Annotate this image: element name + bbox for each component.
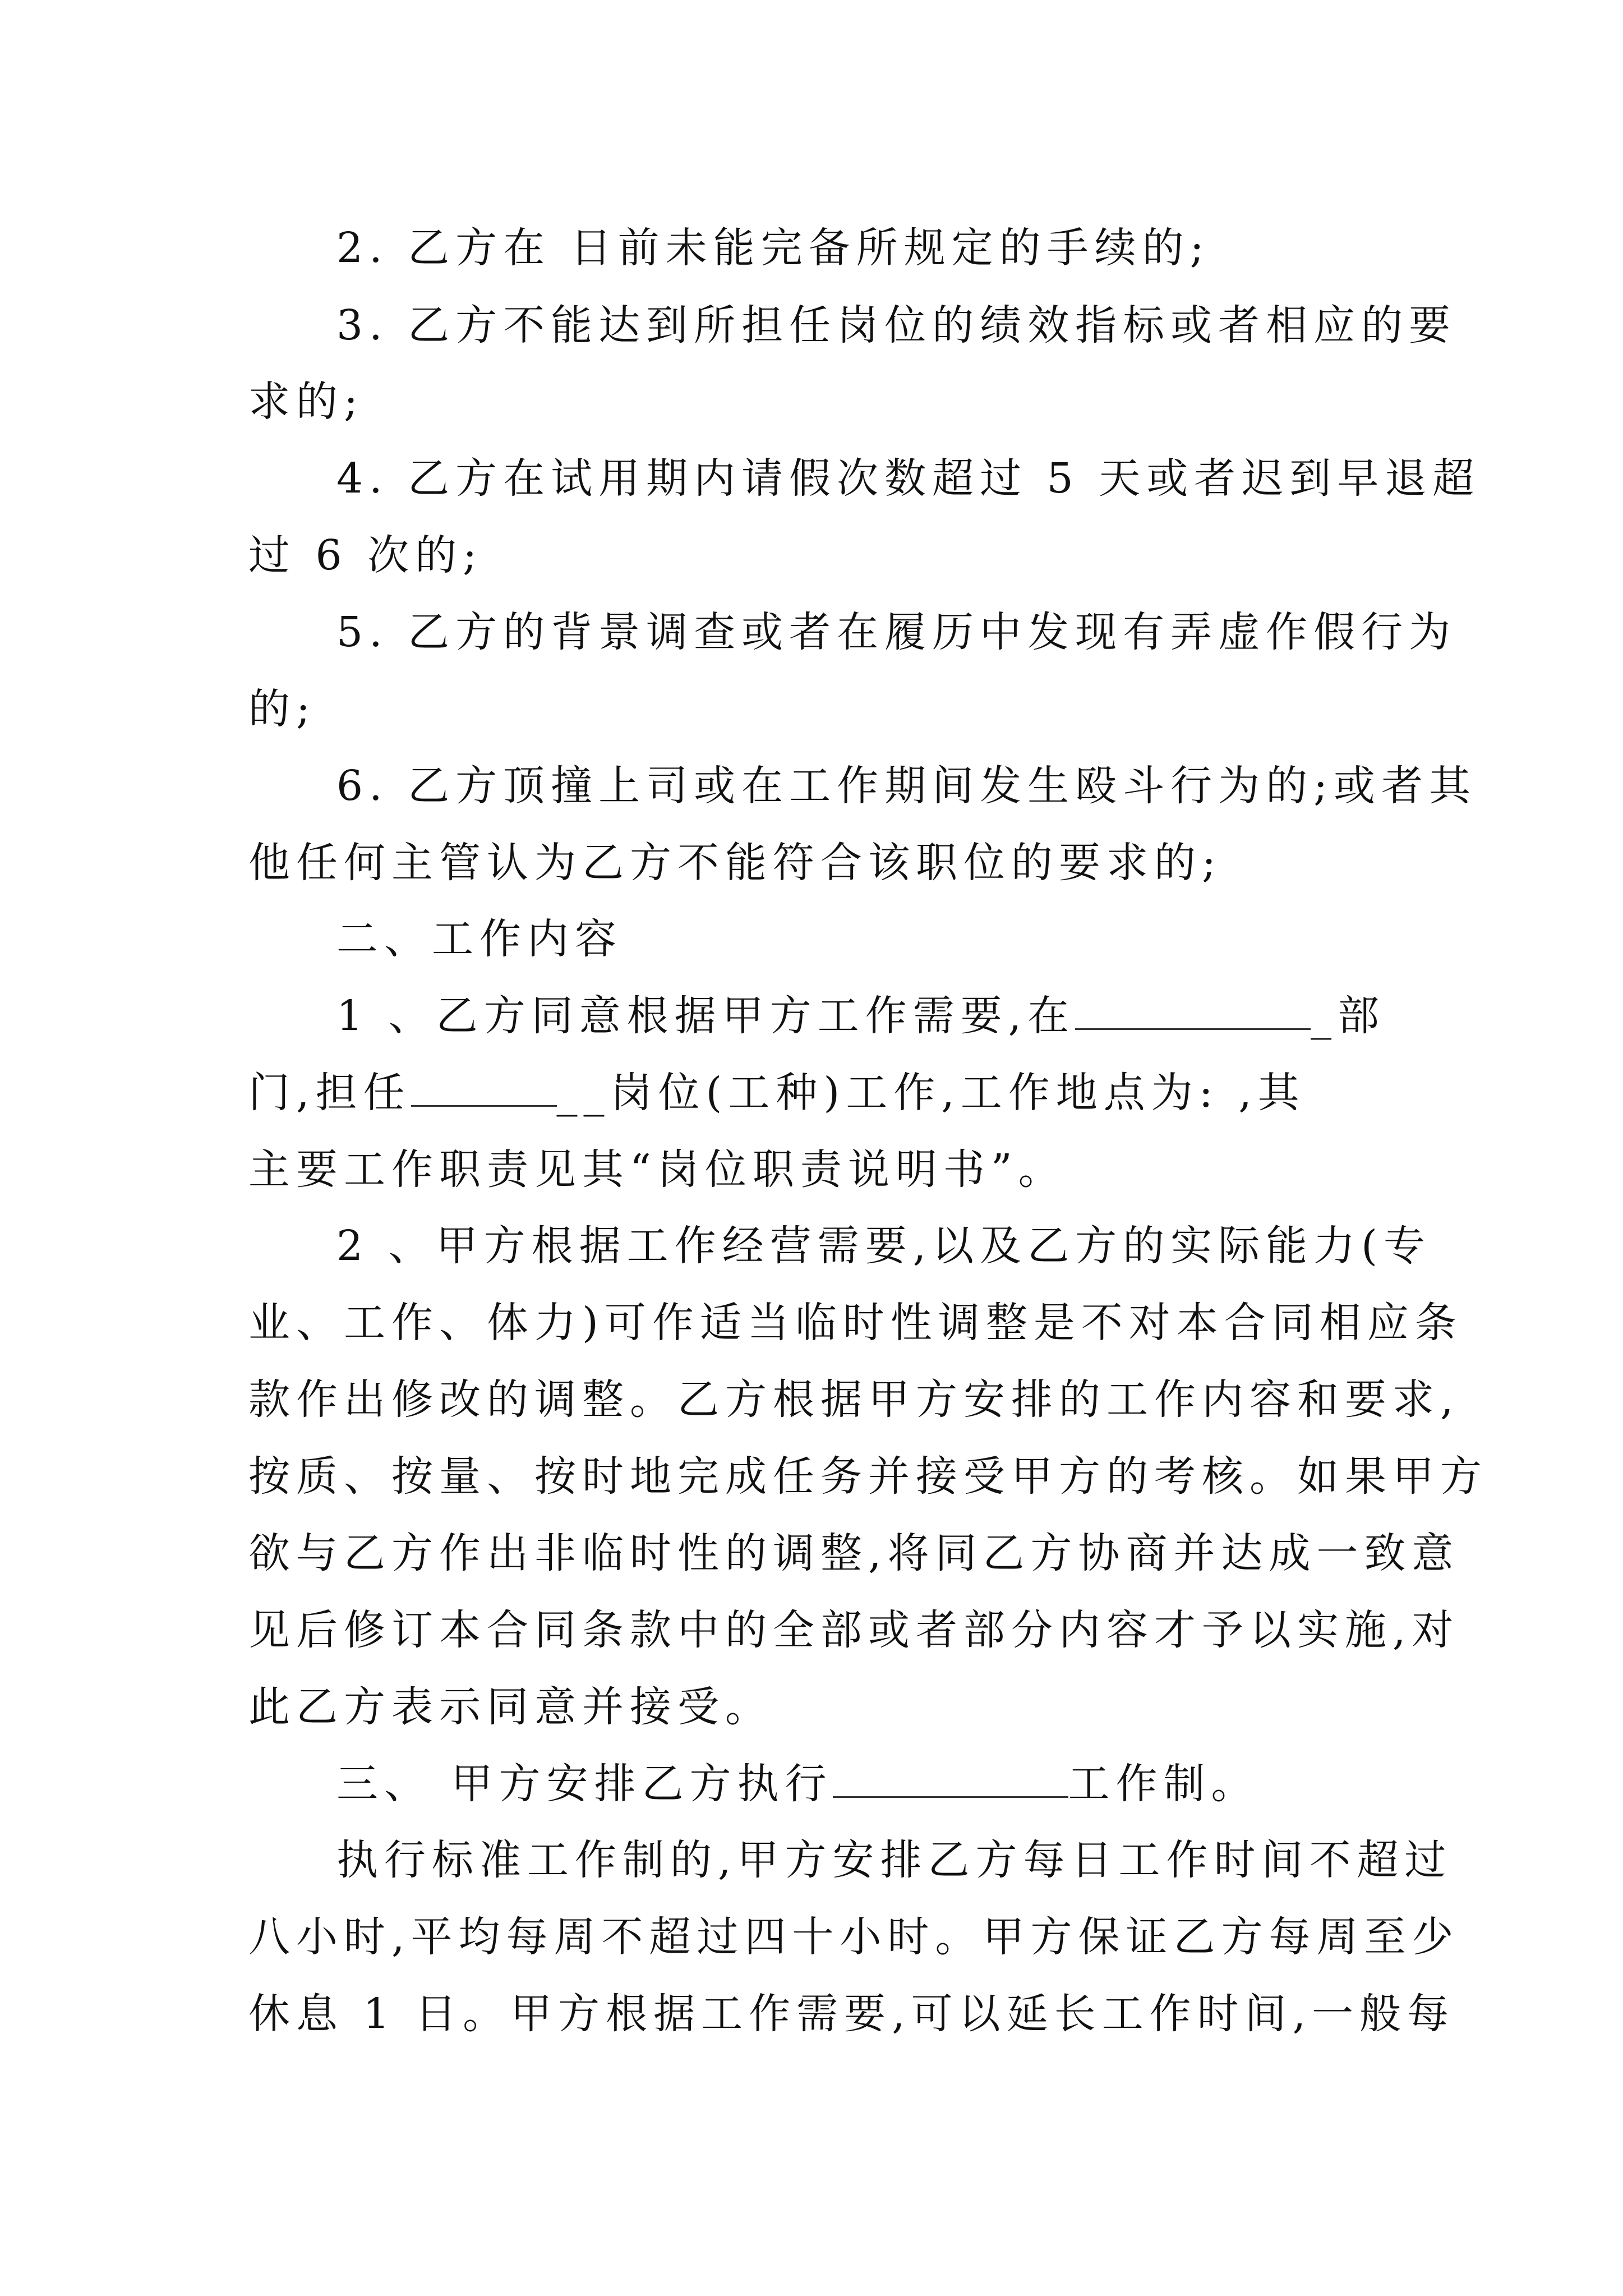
- clause-6-line-1: 6. 乙方顶撞上司或在工作期间发生殴斗行为的;或者其: [336, 762, 1477, 810]
- fill-blank-position: [411, 1070, 557, 1107]
- fill-blank-work-system: [833, 1761, 1068, 1798]
- clause-6-line-2: 他任何主管认为乙方不能符合该职位的要求的;: [248, 839, 1222, 887]
- work-content-2-line-5: 欲与乙方作出非临时性的调整,将同乙方协商并达成一致意: [248, 1529, 1460, 1577]
- standard-hours-line-2: 八小时,平均每周不超过四十小时。甲方保证乙方每周至少: [248, 1913, 1460, 1961]
- clause-4-line-2: 过 6 次的;: [248, 531, 483, 579]
- section-heading-work-system: 三、 甲方安排乙方执行 工作制。: [336, 1760, 1259, 1808]
- work-content-1-line-2: 门,担任 __岗位(工种)工作,工作地点为: ,其: [248, 1069, 1306, 1117]
- clause-5-line-2: 的;: [248, 685, 316, 733]
- clause-5-line-1: 5. 乙方的背景调查或者在履历中发现有弄虚作假行为: [336, 608, 1457, 656]
- work-content-2-line-2: 业、工作、体力)可作适当临时性调整是不对本合同相应条: [248, 1299, 1463, 1347]
- clause-3-line-2: 求的;: [248, 378, 364, 426]
- work-content-2-line-6: 见后修订本合同条款中的全部或者部分内容才予以实施,对: [248, 1606, 1460, 1654]
- work-content-2-line-4: 按质、按量、按时地完成任务并接受甲方的考核。如果甲方: [248, 1452, 1488, 1501]
- clause-4-line-1: 4. 乙方在试用期内请假次数超过 5 天或者迟到早退超: [336, 454, 1481, 503]
- work-content-2-line-1: 2 、甲方根据工作经营需要,以及乙方的实际能力(专: [336, 1222, 1431, 1270]
- work-content-1-line-3: 主要工作职责见其“岗位职责说明书”。: [248, 1145, 1066, 1194]
- work-content-2-line-7: 此乙方表示同意并接受。: [248, 1683, 773, 1731]
- clause-3-line-1: 3. 乙方不能达到所担任岗位的绩效指标或者相应的要: [336, 301, 1457, 349]
- standard-hours-line-1: 执行标准工作制的,甲方安排乙方每日工作时间不超过: [336, 1836, 1453, 1884]
- section-heading-work-content: 二、工作内容: [336, 915, 623, 963]
- work-content-1-line-1: 1 、乙方同意根据甲方工作需要,在 _部: [336, 992, 1386, 1040]
- clause-2: 2. 乙方在 日前未能完备所规定的手续的;: [336, 224, 1210, 272]
- fill-blank-department: [1075, 993, 1311, 1030]
- standard-hours-line-3: 休息 1 日。甲方根据工作需要,可以延长工作时间,一般每: [248, 1990, 1455, 2038]
- work-content-2-line-3: 款作出修改的调整。乙方根据甲方安排的工作内容和要求,: [248, 1375, 1460, 1424]
